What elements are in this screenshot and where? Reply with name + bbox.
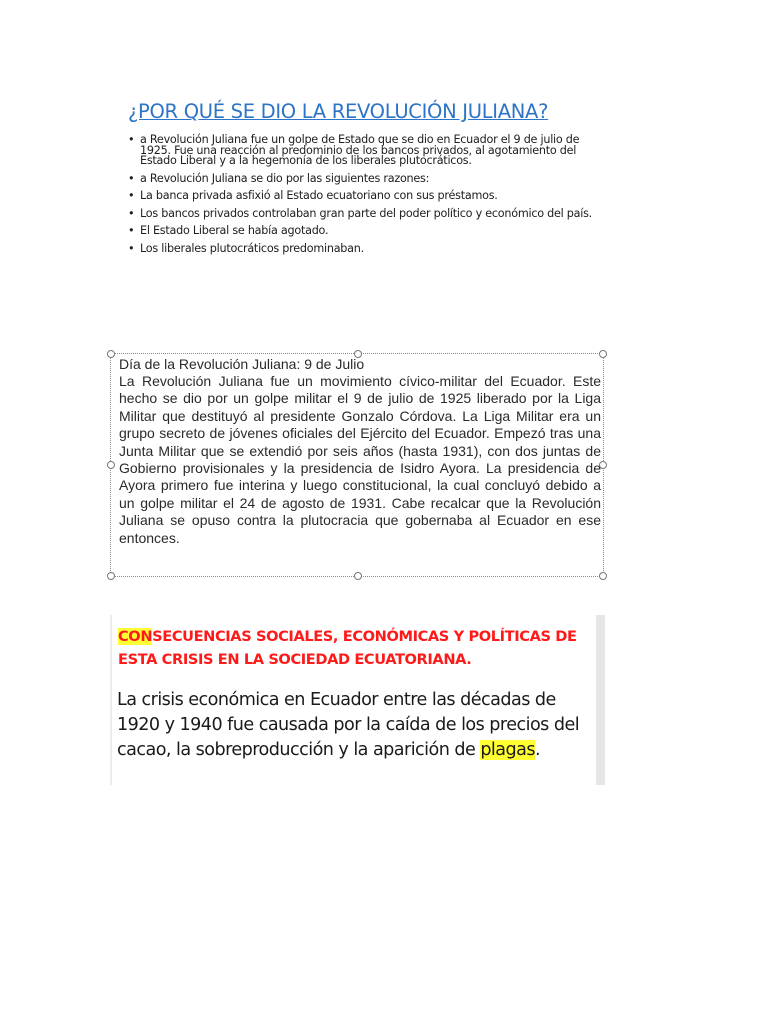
consequences-heading	[118, 625, 598, 671]
heading-highlight: CON	[118, 628, 153, 645]
reasons-list	[120, 135, 600, 254]
resize-handle-bottom-right[interactable]	[599, 572, 607, 580]
selected-text-box[interactable]	[110, 353, 604, 577]
list-item: • La banca privada asfixió al Estado ecuatoriano con sus préstamos.	[128, 191, 600, 202]
body-end: .	[534, 740, 541, 760]
resize-handle-bottom-left[interactable]	[107, 572, 115, 580]
section-revolucion-reasons	[120, 100, 600, 261]
list-item: • El Estado Liberal se había agotado.	[128, 226, 600, 237]
list-item: • Los bancos privados controlaban gran parte del poder político y económico del país.	[128, 209, 600, 220]
consequences-body	[117, 688, 601, 763]
resize-handle-top-right[interactable]	[599, 350, 607, 358]
resize-handle-top-left[interactable]	[107, 350, 115, 358]
section-consequences	[110, 615, 605, 785]
list-item: • a Revolución Juliana fue un golpe de Estado que se dio en Ecuador el 9 de julio de 1925. Fue una reacción al predominio de los bancos privados, al agotamiento del Estado Liberal y a la hegemonía de los liberales plutocráticos.	[128, 135, 600, 167]
heading-rest: SECUENCIAS SOCIALES, ECONÓMICAS Y POLÍTICAS DE ESTA CRISIS EN LA SOCIEDAD ECUATORIANA.	[118, 628, 577, 668]
left-border	[110, 615, 112, 785]
body-highlight: plagas	[480, 740, 535, 760]
section1-title: ¿POR QUÉ SE DIO LA REVOLUCIÓN JULIANA?	[128, 100, 549, 123]
body-part1: La crisis económica en Ecuador entre las décadas de 1920 y 1940 fue causada por	[117, 690, 556, 735]
section2-body: La Revolución Juliana fue un movimiento cívico-militar del Ecuador. Este hecho se dio por un golpe militar el 9 de julio de 1925 liberado por la Liga Militar que destituyó al presidente Gonzalo Córdova. La Liga Militar era un grupo secreto de jóvenes oficiales del Ejército del Ecuador. Empezó tras una Junta Militar que se extendió por seis años (hasta 1931), con dos juntas de Gobierno provisionales y la presidencia de Isidro Ayora. La presidencia de Ayora primero fue interina y luego constitucional, la cual concluyó debido a un golpe militar el 24 de agosto de 1931. Cabe recalcar que la Revolución Juliana se opuso contra la plutocracia que gobernaba al Ecuador en ese entonces.	[119, 373, 601, 546]
body-part2: la caída de los precios del cacao, la sobreproducción y la aparición de	[117, 715, 580, 760]
resize-handle-middle-left[interactable]	[107, 461, 115, 469]
list-item: • Los liberales plutocráticos predominaban.	[128, 244, 600, 255]
section2-title: Día de la Revolución Juliana: 9 de Julio	[119, 356, 365, 372]
list-item: • a Revolución Juliana se dio por las siguientes razones:	[128, 174, 600, 185]
resize-handle-bottom-center[interactable]	[354, 572, 362, 580]
